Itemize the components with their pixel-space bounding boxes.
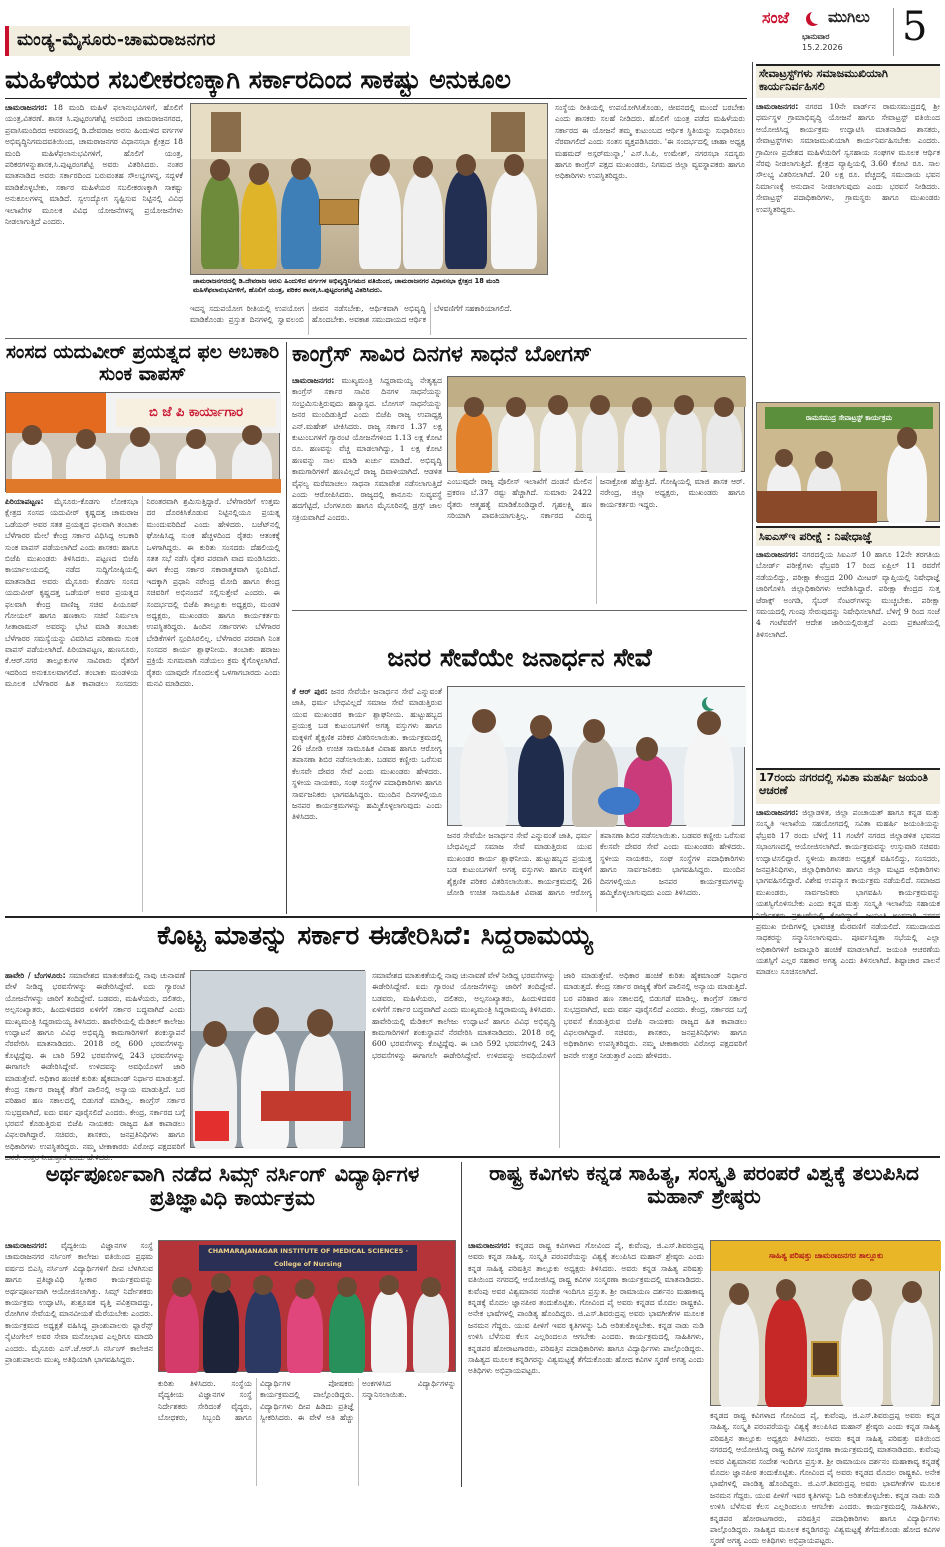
story1-photo-caption: ಚಾಮರಾಜನಗರದಲ್ಲಿ ಡಿ.ದೇವರಾಜ ಅರಸು ಹಿಂದುಳಿದ ವರ್ಗಗಳ ಅಭಿವೃದ್ಧಿನಿಗಮದ ವತಿಯಿಂದ, ಚಾಮರಾಜನಗರ ವಿಧಾನಸಭಾ ಕ್ಷೇತ್ರದ 18 ಮಂದಿ ಮಹಿಳೆಫಲಾನುಭವಿಗಳಿಗೆ, ಹೊಲಿಗೆ ಯಂತ್ರ, ಪರಿಕರ ಶಾಸಕ,ಸಿ.ಪುಟ್ಟರಂಗಶೆಟ್ಟಿ ವಿತರಿಸಿದರು. — [190, 275, 548, 301]
sidebar2-body — [756, 549, 940, 763]
sidebar1-photo-banner: ರಾಮಸಮುದ್ರ ಸೇವಾಟ್ರಸ್ಟ್ ಕಾರ್ಯಕ್ರಮ — [765, 407, 933, 429]
story6-body-left-text: ವೈದ್ಯಕೀಯ ವಿಜ್ಞಾನಗಳ ಸಂಸ್ಥೆ ಚಾಮರಾಜನಗರ ನರ್ಸಿಂಗ್ ಕಾಲೇಜು ವತಿಯಿಂದ ಪ್ರಥಮ ವರ್ಷದ ಬಿಎಸ್ಸಿ ನರ್ಸಿಂಗ್ ವಿದ್ಯಾರ್ಥಿಗಳಿಗೆ ದೀಪ ಬೆಳಗಿಸುವ ಹಾಗೂ ಪ್ರತಿಜ್ಞಾವಿಧಿ ಸ್ವೀಕಾರ ಕಾರ್ಯಕ್ರಮವನ್ನು ಅರ್ಥಪೂರ್ಣವಾಗಿ ಆಯೋಜಿಸಲಾಗಿತ್ತು. ಸಿಮ್ಸ್ ನಿರ್ದೇಶಕರು ಕಾರ್ಯಕ್ರಮ ಉದ್ಘಾಟಿಸಿ, ಶುಶ್ರೂಷಕ ವೃತ್ತಿ ಪವಿತ್ರವಾದದ್ದು, ರೋಗಿಗಳ ಸೇವೆಯಲ್ಲಿ ಮಾನವೀಯತೆ ಮೆರೆಯಬೇಕು ಎಂದರು. ಕಾರ್ಯಕ್ರಮದ ಅಧ್ಯಕ್ಷತೆ ವಹಿಸಿದ್ದ ಪ್ರಾಂಶುಪಾಲರು ಫ್ಲಾರೆನ್ಸ್ ನೈಟಿಂಗೇಲ್ ಅವರ ಸೇವಾ ಮನೋಭಾವ ಎಲ್ಲರಿಗೂ ಮಾದರಿ ಎಂದರು. ಮೈಸೂರು ಎಸ್.ಜೆ.ಆರ್.ಸಿ ನರ್ಸಿಂಗ್ ಕಾಲೇಜಿನ ಪ್ರಾಂಶುಪಾಲರು ಮುಖ್ಯ ಅತಿಥಿಯಾಗಿ ಭಾಗವಹಿಸಿದ್ದರು. — [5, 1241, 153, 1364]
story7-body-under-photo: ಕನ್ನಡದ ರಾಷ್ಟ್ರ ಕವಿಗಳಾದ ಗೋವಿಂದ ಪೈ, ಕುವೆಂಪು, ಜಿ.ಎಸ್.ಶಿವರುದ್ರಪ್ಪ ಅವರು ಕನ್ನಡ ಸಾಹಿತ್ಯ, ಸಂಸ್ಕೃತಿ ಪರಂಪರೆಯನ್ನು ವಿಶ್ವಕ್ಕೆ ತಲುಪಿಸಿದ ಮಹಾನ್ ಶ್ರೇಷ್ಠರು ಎಂದು ಕನ್ನಡ ಸಾಹಿತ್ಯ ಪರಿಷತ್ತಿನ ತಾಲ್ಲೂಕು ಅಧ್ಯಕ್ಷರು ತಿಳಿಸಿದರು. ಅವರು ಕನ್ನಡ ಸಾಹಿತ್ಯ ಪರಿಷತ್ತು ವತಿಯಿಂದ ನಗರದಲ್ಲಿ ಆಯೋಜಿಸಿದ್ದ ರಾಷ್ಟ್ರ ಕವಿಗಳ ಸಂಸ್ಮರಣಾ ಕಾರ್ಯಕ್ರಮದಲ್ಲಿ ಮಾತನಾಡಿದರು. ಕುವೆಂಪು ಅವರ ವಿಶ್ವಮಾನವ ಸಂದೇಶ ಇಂದಿಗೂ ಪ್ರಸ್ತುತ. ಶ್ರೀ ರಾಮಾಯಣ ದರ್ಶನಂ ಮಹಾಕಾವ್ಯ ಕನ್ನಡಕ್ಕೆ ಮೊದಲ ಜ್ಞಾನಪೀಠ ತಂದುಕೊಟ್ಟಿತು. ಗೋವಿಂದ ಪೈ ಅವರು ಕನ್ನಡದ ಮೊದಲ ರಾಷ್ಟ್ರಕವಿ. ಅನೇಕ ಭಾಷೆಗಳಲ್ಲಿ ಪಾಂಡಿತ್ಯ ಹೊಂದಿದ್ದರು. ಜಿ.ಎಸ್.ಶಿವರುದ್ರಪ್ಪ ಅವರು ಭಾವಗೀತೆಗಳ ಮೂಲಕ ಜನಮನ ಗೆದ್ದರು. ಯುವ ಪೀಳಿಗೆ ಇವರ ಕೃತಿಗಳನ್ನು ಓದಿ ಅರಿತುಕೊಳ್ಳಬೇಕು. ಕನ್ನಡ ನಾಡು ನುಡಿ ಉಳಿಸಿ ಬೆಳೆಸುವ ಕೆಲಸ ಎಲ್ಲರಿಂದಲೂ ಆಗಬೇಕು ಎಂದರು. ಕಾರ್ಯಕ್ರಮದಲ್ಲಿ ಸಾಹಿತಿಗಳು, ಕನ್ನಡಪರ ಹೋರಾಟಗಾರರು, ಪರಿಷತ್ತಿನ ಪದಾಧಿಕಾರಿಗಳು ಹಾಗೂ ವಿದ್ಯಾರ್ಥಿಗಳು ಪಾಲ್ಗೊಂಡಿದ್ದರು. ಸಾಹಿತ್ಯದ ಮೂಲಕ ಕನ್ನಡಿಗರನ್ನು ವಿಶ್ವಮಟ್ಟಕ್ಕೆ ತೆಗೆದುಕೊಂಡು ಹೋದ ಕವಿಗಳ ಸ್ಮರಣೆ ಅಗತ್ಯ ಎಂದು ಅತಿಥಿಗಳು ಅಭಿಪ್ರಾಯಪಟ್ಟರು. — [710, 1411, 940, 1546]
issue-date: 15.2.2026 — [802, 43, 843, 52]
sidebar2-body-text: ನಗರದಲ್ಲಿಯ ಸಿಐಎಸ್ 10 ಹಾಗೂ 12ನೇ ತರಗತಿಯ ಬೋರ್ಡ್ ಪರೀಕ್ಷೆಗಳು ಫೆಬ್ರವರಿ 17 ರಿಂದ ಏಪ್ರಿಲ್ 11 ರವರೆಗೆ ನಡೆಯಲಿದ್ದು, ಪರೀಕ್ಷಾ ಕೇಂದ್ರದ 200 ಮೀಟರ್ ವ್ಯಾಪ್ತಿಯಲ್ಲಿ ನಿಷೇಧಾಜ್ಞೆ ಜಾರಿಗೊಳಿಸಿ ಜಿಲ್ಲಾಧಿಕಾರಿಗಳು ಆದೇಶಿಸಿದ್ದಾರೆ. ಪರೀಕ್ಷಾ ಕೇಂದ್ರದ ಸುತ್ತ ಜೆರಾಕ್ಸ್ ಅಂಗಡಿ, ಸೈಬರ್ ಸೆಂಟರ್‌ಗಳನ್ನು ಮುಚ್ಚಬೇಕು. ಪರೀಕ್ಷಾ ಸಮಯದಲ್ಲಿ ಗುಂಪು ಸೇರುವುದನ್ನು ನಿಷೇಧಿಸಲಾಗಿದೆ. ಬೆಳಿಗ್ಗೆ 9 ರಿಂದ ಸಂಜೆ 4 ಗಂಟೆವರೆಗೆ ಆದೇಶ ಜಾರಿಯಲ್ಲಿರುತ್ತದೆ ಎಂದು ಪ್ರಕಟಣೆಯಲ್ಲಿ ತಿಳಿಸಲಾಗಿದೆ. — [756, 550, 940, 639]
story3-headline: ಕಾಂಗ್ರೆಸ್ ಸಾವಿರ ದಿನಗಳ ಸಾಧನೆ ಬೋಗಸ್ — [292, 342, 592, 367]
story2-body — [5, 496, 280, 912]
sidebar2-head-box — [756, 526, 940, 546]
story1-dateline: ಚಾಮರಾಜನಗರ: — [5, 103, 48, 112]
story5-body-left — [5, 970, 185, 1151]
sidebar1-body-text: ನಗರದ 10ನೇ ವಾರ್ಡ್‌ನ ರಾಮಸಮುದ್ರದಲ್ಲಿ ಶ್ರೀ ಧರ್ಮಸ್ಥಳ ಗ್ರಾಮಾಭಿವೃದ್ಧಿ ಯೋಜನೆ ಹಾಗೂ ಸೇವಾಟ್ರಸ್ಟ್ ವತಿಯಿಂದ ಆಯೋಜಿಸಿದ್ದ ಕಾರ್ಯಕ್ರಮ ಉದ್ಘಾಟಿಸಿ ಮಾತನಾಡಿದ ಶಾಸಕರು, ಸೇವಾಟ್ರಸ್ಟ್‌ಗಳು ಸಮಾಜಮುಖಿಯಾಗಿ ಕಾರ್ಯನಿರ್ವಹಿಸಬೇಕು ಎಂದರು. ಗ್ರಾಮೀಣ ಪ್ರದೇಶದ ಮಹಿಳೆಯರಿಗೆ ಸ್ವಸಹಾಯ ಸಂಘಗಳ ಮೂಲಕ ಆರ್ಥಿಕ ನೆರವು ನೀಡಲಾಗುತ್ತಿದೆ. ಕ್ಷೇತ್ರದ ವ್ಯಾಪ್ತಿಯಲ್ಲಿ 3.60 ಕೋಟಿ ರೂ. ಸಾಲ ಸೌಲಭ್ಯ ವಿತರಿಸಲಾಗಿದೆ. 20 ಲಕ್ಷ ರೂ. ವೆಚ್ಚದಲ್ಲಿ ಸಮುದಾಯ ಭವನ ನಿರ್ಮಾಣಕ್ಕೆ ಅನುದಾನ ನೀಡಲಾಗುವುದು ಎಂದು ಭರವಸೆ ನೀಡಿದರು. ಸೇವಾಟ್ರಸ್ಟ್ ಪದಾಧಿಕಾರಿಗಳು, ಗ್ರಾಮಸ್ಥರು ಹಾಗೂ ಮುಖಂಡರು ಉಪಸ್ಥಿತರಿದ್ದರು. — [756, 102, 940, 214]
story6-body-left — [5, 1240, 153, 1486]
sidebar1-photo — [756, 402, 940, 522]
sidebar3-body-text: ಜಿಲ್ಲಾಡಳಿತ, ಜಿಲ್ಲಾ ಪಂಚಾಯತ್ ಹಾಗೂ ಕನ್ನಡ ಮತ್ತು ಸಂಸ್ಕೃತಿ ಇಲಾಖೆಯ ಸಹಯೋಗದಲ್ಲಿ ಸವಿತಾ ಮಹರ್ಷಿ ಜಯಂತಿಯನ್ನು ಫೆಬ್ರವರಿ 17 ರಂದು ಬೆಳಿಗ್ಗೆ 11 ಗಂಟೆಗೆ ನಗರದ ಜಿಲ್ಲಾಡಳಿತ ಭವನದ ಸಭಾಂಗಣದಲ್ಲಿ ಆಯೋಜಿಸಲಾಗಿದೆ. ಕಾರ್ಯಕ್ರಮವನ್ನು ಉಸ್ತುವಾರಿ ಸಚಿವರು ಉದ್ಘಾಟಿಸಲಿದ್ದಾರೆ. ಸ್ಥಳೀಯ ಶಾಸಕರು ಅಧ್ಯಕ್ಷತೆ ವಹಿಸಲಿದ್ದು, ಸಂಸದರು, ಜನಪ್ರತಿನಿಧಿಗಳು, ಜಿಲ್ಲಾಧಿಕಾರಿಗಳು ಹಾಗೂ ಜಿಲ್ಲಾ ಮಟ್ಟದ ಅಧಿಕಾರಿಗಳು ಭಾಗವಹಿಸಲಿದ್ದಾರೆ. ವಿಶೇಷ ಉಪನ್ಯಾಸ ಕಾರ್ಯಕ್ರಮ ನಡೆಯಲಿದೆ. ಸಮಾಜದ ಮುಖಂಡರು, ಸಾರ್ವಜನಿಕರು ಭಾಗವಹಿಸಿ ಕಾರ್ಯಕ್ರಮವನ್ನು ಯಶಸ್ವಿಗೊಳಿಸಬೇಕು ಎಂದು ಕನ್ನಡ ಮತ್ತು ಸಂಸ್ಕೃತಿ ಇಲಾಖೆಯ ಸಹಾಯಕ ಪ್ರಮುಖ ಬೀದಿಗಳಲ್ಲಿ ಭಾವಚಿತ್ರ ಮೆರವಣಿಗೆ ನಡೆಯಲಿದೆ. ಸಮುದಾಯದ ಸಾಧಕರನ್ನು ಸನ್ಮಾನಿಸಲಾಗುವುದು. ಪೂರ್ವಸಿದ್ಧತಾ ಸಭೆಯಲ್ಲಿ ಎಲ್ಲಾ ಅಧಿಕಾರಿಗಳಿಗೆ ಜವಾಬ್ದಾರಿ ಹಂಚಿಕೆ ಮಾಡಲಾಗಿದೆ. ಜಯಂತಿ ಆಚರಣೆಯ ಯಶಸ್ಸಿಗೆ ಎಲ್ಲರ ಸಹಕಾರ ಅಗತ್ಯ ಎಂದು ತಿಳಿಸಲಾಗಿದೆ. ಶಿಷ್ಟಾಚಾರ ಪಾಲನೆ ಮಾಡಲು ಸೂಚಿಸಲಾಗಿದೆ. — [756, 808, 940, 977]
story1-body-bottom: ಇದನ್ನ ಸದುಪಯೋಗ ರೀತಿಯಲ್ಲಿ ಉಪಯೋಗ ಮಾಡಿಕೊಂಡು ಪ್ರಸ್ತುತ ದಿನಗಳಲ್ಲಿ ಸ್ವಾವಲಂಬಿ ಜೀವನ ನಡೆಸಬೇಕು, ಆರ್ಥಿಕವಾಗಿ ಅಭಿವೃದ್ಧಿ ಹೊಂದಬೇಕು. ಅವಕಾಶ ಸಮುದಾಯದ ಆರ್ಥಿಕ ಬೆಳವಣಿಗೆಗೆ ಸಹಕಾರಿಯಾಗಲಿದೆ. — [190, 304, 512, 325]
sidebar2-dateline: ಚಾಮರಾಜನಗರ: — [756, 550, 799, 559]
story4-dateline: ಕೆ ಆರ್ ಪುರ: — [292, 687, 328, 696]
story1-body-left — [5, 102, 183, 330]
story7-photo-banner: ಸಾಹಿತ್ಯ ಪರಿಷತ್ತು ಚಾಮರಾಜನಗರ ತಾಲ್ಲೂಕು — [711, 1241, 941, 1271]
story1-photo — [190, 103, 548, 275]
page-number: 5 — [902, 4, 928, 50]
story5-body-text: ಸಮಾವೇಶದ ಮಾತುಕತೆಯಲ್ಲಿ ನಾವು ಚುನಾವಣೆ ವೇಳೆ ನೀಡಿದ್ದ ಭರವಸೆಗಳನ್ನು ಈಡೇರಿಸಿದ್ದೇವೆ. ಐದು ಗ್ಯಾರಂಟಿ ಯೋಜನೆಗಳನ್ನು ಜಾರಿಗೆ ತಂದಿದ್ದೇವೆ. ಬಡವರು, ಮಹಿಳೆಯರು, ದಲಿತರು, ಅಲ್ಪಸಂಖ್ಯಾತರು, ಹಿಂದುಳಿದವರ ಏಳಿಗೆಗೆ ಸರ್ಕಾರ ಬದ್ಧವಾಗಿದೆ ಎಂದು ಮುಖ್ಯಮಂತ್ರಿ ಸಿದ್ದರಾಮಯ್ಯ ತಿಳಿಸಿದರು. ಹಾವೇರಿಯಲ್ಲಿ ಮೆಡಿಕಲ್ ಕಾಲೇಜು ಉದ್ಘಾಟನೆ ಹಾಗೂ ವಿವಿಧ ಅಭಿವೃದ್ಧಿ ಕಾಮಗಾರಿಗಳಿಗೆ ಶಂಕುಸ್ಥಾಪನೆ ನೆರವೇರಿಸಿ ಮಾತನಾಡಿದರು. 2018 ರಲ್ಲಿ 600 ಭರವಸೆಗಳನ್ನು ಕೊಟ್ಟಿದ್ದೆವು. ಈ ಬಾರಿ 592 ಭರವಸೆಗಳಲ್ಲಿ 243 ಭರವಸೆಗಳನ್ನು ಈಗಾಗಲೇ ಈಡೇರಿಸಿದ್ದೇವೆ. ಉಳಿದವನ್ನು ಅವಧಿಯೊಳಗೆ ಜಾರಿ ಮಾಡುತ್ತೇವೆ. ಅಧಿಕಾರ ಹಂಚಿಕೆ ಕುರಿತು ಹೈಕಮಾಂಡ್ ನಿರ್ಧಾರ ಮಾಡುತ್ತದೆ. ಕೇಂದ್ರ ಸರ್ಕಾರ ರಾಜ್ಯಕ್ಕೆ ತೆರಿಗೆ ಪಾಲಿನಲ್ಲಿ ಅನ್ಯಾಯ ಮಾಡುತ್ತಿದೆ. ಬರ ಪರಿಹಾರ ಹಣ ಸಕಾಲದಲ್ಲಿ ಬಿಡುಗಡೆ ಮಾಡಿಲ್ಲ. ಕಾಂಗ್ರೆಸ್ ಸರ್ಕಾರ ಸುಭದ್ರವಾಗಿದೆ, ಐದು ವರ್ಷ ಪೂರೈಸಲಿದೆ ಎಂದರು. ಕೇಂದ್ರ, ಸರ್ಕಾರದ ಬಗ್ಗೆ ಭರವಸೆ ಕೊಡುತ್ತಿರುವ ಬಿಜೆಪಿ ನಾಯಕರು ರಾಜ್ಯದ ಹಿತ ಕಾಪಾಡಲು ವಿಫಲರಾಗಿದ್ದಾರೆ. ಸಚಿವರು, ಶಾಸಕರು, ಜನಪ್ರತಿನಿಧಿಗಳು ಹಾಗೂ ಅಧಿಕಾರಿಗಳು ಉಪಸ್ಥಿತರಿದ್ದರು. ನಮ್ಮ ಟೀಕಾಕಾರರು ವಿರೋಧ ಪಕ್ಷದವರಿಗೆ — [5, 971, 185, 1151]
story3-body-bottom: ಎಂಬುವುದೇ ರಾಜ್ಯ ಪೊಲೀಸ್ ಇಲಾಖೆಗೆ ದಂಡನೆ ಮೇಲಿನ ಪ್ರಕರಣ ಬೆ.37 ರಷ್ಟು ಹೆಚ್ಚಾಗಿದೆ. ಸುಮಾರು 2422 ರೈತರು ಆತ್ಮಹತ್ಯೆ ಮಾಡಿಕೊಂಡಿದ್ದಾರೆ. ಗೃಹಲಕ್ಷ್ಮಿ ಹಣ ಸರಿಯಾಗಿ ಪಾವತಿಯಾಗುತ್ತಿಲ್ಲ. ಸರ್ಕಾರದ ವಿರುದ್ಧ ಜನಾಕ್ರೋಶ ಹೆಚ್ಚುತ್ತಿದೆ. ಗೋಷ್ಠಿಯಲ್ಲಿ ಮಾಜಿ ಶಾಸಕ ಆರ್. ನರೇಂದ್ರ, ಜಿಲ್ಲಾ ಅಧ್ಯಕ್ಷರು, ಮುಖಂಡರು ಹಾಗೂ ಕಾರ್ಯಕರ್ತರು ಇದ್ದರು. — [447, 477, 745, 521]
brand-left: ಸಂಜೆ — [762, 8, 789, 27]
story3-body-top-text: ಮುಖ್ಯಮಂತ್ರಿ ಸಿದ್ದರಾಮಯ್ಯ ನೇತೃತ್ವದ ಕಾಂಗ್ರೆಸ್ ಸರ್ಕಾರ ಸಾವಿರ ದಿನಗಳ ಸಾಧನೆಯನ್ನು ಸಂಭ್ರಮಿಸುತ್ತಿರುವುದು ಹಾಸ್ಯಾಸ್ಪದ. ಬೋಗಸ್ ಸಾಧನೆಯನ್ನು ಜನರ ಮುಂದಿಡುತ್ತಿದೆ ಎಂದು ಬಿಜೆಪಿ ರಾಜ್ಯ ಉಪಾಧ್ಯಕ್ಷ ಎನ್.ಮಹೇಶ್ ಟೀಕಿಸಿದರು. ರಾಜ್ಯ ಸರ್ಕಾರ 1.37 ಲಕ್ಷ ಕುಟುಂಬಗಳಿಗೆ ಗ್ಯಾರಂಟಿ ಯೋಜನೆಗಳಿಂದ 1.13 ಲಕ್ಷ ಕೋಟಿ ರೂ. ಹಣವನ್ನು ವೆಚ್ಚ ಮಾಡಲಾಗಿದ್ದು, 1 ಲಕ್ಷ ಕೋಟಿ ಹಣವನ್ನು ಸಾಲ ಮಾಡಿ ಖರ್ಚು ಮಾಡಿದೆ. ಅಭಿವೃದ್ಧಿ ಕಾಮಗಾರಿಗಳಿಗೆ ಹಣವಿಲ್ಲದೆ ರಾಜ್ಯ ದಿವಾಳಿಯಾಗಿದೆ. ಆಡಳಿತ ವೈಫಲ್ಯ ಮರೆಮಾಚಲು ಸಾಧನಾ ಸಮಾವೇಶ ನಡೆಸಲಾಗುತ್ತಿದೆ ಎಂದು ಆರೋಪಿಸಿದರು. ರಾಜ್ಯದಲ್ಲಿ ಕಾನೂನು ಸುವ್ಯವಸ್ಥೆ ಹದಗೆಟ್ಟಿದೆ, ಬೆಂಗಳೂರು ಹಾಗೂ ಮೈಸೂರಿನಲ್ಲಿ ಡ್ರಗ್ಸ್ ಜಾಲ ಸಕ್ರಿಯವಾಗಿದೆ ಎಂದರು. — [292, 376, 442, 522]
story7-headline: ರಾಷ್ಟ್ರ ಕವಿಗಳು ಕನ್ನಡ ಸಾಹಿತ್ಯ, ಸಂಸ್ಕೃತಿ ಪರಂಪರೆ ವಿಶ್ವಕ್ಕೆ ತಲುಪಿಸಿದ ಮಹಾನ್ ಶ್ರೇಷ್ಠರು — [489, 1161, 919, 1208]
story3-dateline: ಚಾಮರಾಜನಗರ: — [292, 376, 335, 385]
story6-photo — [158, 1240, 456, 1372]
story2-photo — [5, 392, 280, 492]
sidebar3-head-box — [756, 768, 940, 804]
story7-body-text: ಕನ್ನಡದ ರಾಷ್ಟ್ರ ಕವಿಗಳಾದ ಗೋವಿಂದ ಪೈ, ಕುವೆಂಪು, ಜಿ.ಎಸ್.ಶಿವರುದ್ರಪ್ಪ ಅವರು ಕನ್ನಡ ಸಾಹಿತ್ಯ, ಸಂಸ್ಕೃತಿ ಪರಂಪರೆಯನ್ನು ವಿಶ್ವಕ್ಕೆ ತಲುಪಿಸಿದ ಮಹಾನ್ ಶ್ರೇಷ್ಠರು ಎಂದು ಕನ್ನಡ ಸಾಹಿತ್ಯ ಪರಿಷತ್ತಿನ ತಾಲ್ಲೂಕು ಅಧ್ಯಕ್ಷರು ತಿಳಿಸಿದರು. ಅವರು ಕನ್ನಡ ಸಾಹಿತ್ಯ ಪರಿಷತ್ತು ವತಿಯಿಂದ ನಗರದಲ್ಲಿ ಆಯೋಜಿಸಿದ್ದ ರಾಷ್ಟ್ರ ಕವಿಗಳ ಸಂಸ್ಮರಣಾ ಕಾರ್ಯಕ್ರಮದಲ್ಲಿ ಮಾತನಾಡಿದರು. ಕುವೆಂಪು ಅವರ ವಿಶ್ವಮಾನವ ಸಂದೇಶ ಇಂದಿಗೂ ಪ್ರಸ್ತುತ. ಶ್ರೀ ರಾಮಾಯಣ ದರ್ಶನಂ ಮಹಾಕಾವ್ಯ ಕನ್ನಡಕ್ಕೆ ಮೊದಲ ಜ್ಞಾನಪೀಠ ತಂದುಕೊಟ್ಟಿತು. ಗೋವಿಂದ ಪೈ ಅವರು ಕನ್ನಡದ ಮೊದಲ ರಾಷ್ಟ್ರಕವಿ. ಅನೇಕ ಭಾಷೆಗಳಲ್ಲಿ ಪಾಂಡಿತ್ಯ ಹೊಂದಿದ್ದರು. ಜಿ.ಎಸ್.ಶಿವರುದ್ರಪ್ಪ ಅವರು ಭಾವಗೀತೆಗಳ ಮೂಲಕ ಜನಮನ ಗೆದ್ದರು. ಯುವ ಪೀಳಿಗೆ ಇವರ ಕೃತಿಗಳನ್ನು ಓದಿ ಅರಿತುಕೊಳ್ಳಬೇಕು. ಕನ್ನಡ ನಾಡು ನುಡಿ ಉಳಿಸಿ ಬೆಳೆಸುವ ಕೆಲಸ ಎಲ್ಲರಿಂದಲೂ ಆಗಬೇಕು ಎಂದರು. ಕಾರ್ಯಕ್ರಮದಲ್ಲಿ ಸಾಹಿತಿಗಳು, ಕನ್ನಡಪರ ಹೋರಾಟಗಾರರು, ಪರಿಷತ್ತಿನ ಪದಾಧಿಕಾರಿಗಳು ಹಾಗೂ ವಿದ್ಯಾರ್ಥಿಗಳು ಪಾಲ್ಗೊಂಡಿದ್ದರು. ಸಾಹಿತ್ಯದ ಮೂಲಕ ಕನ್ನಡಿಗರನ್ನು ವಿಶ್ವಮಟ್ಟಕ್ಕೆ ತೆಗೆದುಕೊಂಡು ಹೋದ ಕವಿಗಳ ಸ್ಮರಣೆ ಅಗತ್ಯ ಎಂದು ಅತಿಥಿಗಳು ಅಭಿಪ್ರಾಯಪಟ್ಟರು. — [468, 1241, 704, 1376]
sidebar3-dateline: ಚಾಮರಾಜನಗರ: — [756, 808, 799, 817]
brand-right: ಮುಗಿಲು — [828, 8, 870, 26]
sidebar1-body — [756, 101, 940, 399]
story2-body-text: ಮೈಸೂರು-ಕೊಡಗು ಲೋಕಸಭಾ ಕ್ಷೇತ್ರದ ಸಂಸದ ಯದುವೀರ್ ಕೃಷ್ಣದತ್ತ ಚಾಮರಾಜ ಒಡೆಯರ್ ಅವರ ಸತತ ಪ್ರಯತ್ನದ ಫಲವಾಗಿ ತಂಬಾಕು ಬೆಳೆಗಾರರ ಮೇಲೆ ಕೇಂದ್ರ ಸರ್ಕಾರ ವಿಧಿಸಿದ್ದ ಅಬಕಾರಿ ಸುಂಕ ವಾಪಸ್ ಪಡೆಯಲಾಗಿದೆ ಎಂದು ಶಾಸಕರು ಹಾಗೂ ಬಿಜೆಪಿ ಮುಖಂಡರು ತಿಳಿಸಿದರು. ಪಟ್ಟಣದ ಬಿಜೆಪಿ ಕಾರ್ಯಾಲಯದಲ್ಲಿ ನಡೆದ ಸುದ್ದಿಗೋಷ್ಠಿಯಲ್ಲಿ ಮಾತನಾಡಿದ ಅವರು ಮೈಸೂರು ಕೊಡಗು ಸಂಸದ ಯದುವೀರ್ ಕೃಷ್ಣದತ್ತ ಒಡೆಯರ್ ಅವರ ಪ್ರಯತ್ನದ ಫಲವಾಗಿ ಕೇಂದ್ರ ವಾಣಿಜ್ಯ ಸಚಿವ ಪಿಯೂಷ್ ಗೋಯಲ್ ಹಾಗೂ ಹಣಕಾಸು ಸಚಿವೆ ನಿರ್ಮಲಾ ಸೀತಾರಾಮನ್ ಅವರನ್ನು ಭೇಟಿ ಮಾಡಿ ತಂಬಾಕು ಬೆಳೆಗಾರರ ಸಮಸ್ಯೆಯನ್ನು ವಿವರಿಸಿದ ಪರಿಣಾಮ ಸುಂಕ ವಾಪಸ್ ಪಡೆಯಲಾಗಿದೆ. ಪಿರಿಯಾಪಟ್ಟಣ, ಹುಣಸೂರು, ಕೆ.ಆರ್.ನಗರ ತಾಲ್ಲೂಕುಗಳ ಸಾವಿರಾರು ರೈತರಿಗೆ ಇದರಿಂದ ಅನುಕೂಲವಾಗಲಿದೆ. ತಂಬಾಕು ಮಂಡಳಿಯ ಮೂಲಕ ಬೆಳೆಗಾರರ ಹಿತ ಕಾಪಾಡಲು ಸಂಸದರು ನಿರಂತರವಾಗಿ ಶ್ರಮಿಸುತ್ತಿದ್ದಾರೆ. ಬೆಳೆಗಾರರಿಗೆ ಉತ್ತಮ ದರ ದೊರಕಿಸಿಕೊಡುವ ನಿಟ್ಟಿನಲ್ಲಿಯೂ ಪ್ರಯತ್ನ ಮುಂದುವರಿದಿದೆ ಎಂದು ಹೇಳಿದರು. ಬಜೆಟ್‌ನಲ್ಲಿ ಘೋಷಿಸಿದ್ದ ಸುಂಕ ಹೆಚ್ಚಳದಿಂದ ರೈತರು ಆತಂಕಕ್ಕೆ ಒಳಗಾಗಿದ್ದರು. ಈ ಕುರಿತು ಸಂಸದರು ದೆಹಲಿಯಲ್ಲಿ ಸತತ ಸಭೆ ನಡೆಸಿ ರೈತರ ಪರವಾಗಿ ವಾದ ಮಂಡಿಸಿದರು. ಈಗ ಕೇಂದ್ರ ಸರ್ಕಾರ ಸಕಾರಾತ್ಮಕವಾಗಿ ಸ್ಪಂದಿಸಿದೆ. ಇದಕ್ಕಾಗಿ ಪ್ರಧಾನಿ ನರೇಂದ್ರ ಮೋದಿ ಹಾಗೂ ಕೇಂದ್ರ ಸಚಿವರಿಗೆ ಅಭಿನಂದನೆ ಸಲ್ಲಿಸುತ್ತೇವೆ ಎಂದರು. ಈ ಸಂದರ್ಭದಲ್ಲಿ ಬಿಜೆಪಿ ತಾಲ್ಲೂಕು ಅಧ್ಯಕ್ಷರು, ಮಂಡಳಿ ಅಧ್ಯಕ್ಷರು, ಮುಖಂಡರು ಹಾಗೂ ಕಾರ್ಯಕರ್ತರು ಉಪಸ್ಥಿತರಿದ್ದರು. ಹಿಂದಿನ ಸರ್ಕಾರಗಳು ಬೆಳೆಗಾರರ ಬೇಡಿಕೆಗಳಿಗೆ ಸ್ಪಂದಿಸಿರಲಿಲ್ಲ. ಬೆಳೆಗಾರರ ಪರವಾಗಿ ನಿಂತ ಸಂಸದರ ಕಾರ್ಯ ಶ್ಲಾಘನೀಯ. ತಂಬಾಕು ಹರಾಜು ಪ್ರಕ್ರಿಯೆ ಸುಗಮವಾಗಿ ನಡೆಯಲು ಕ್ರಮ ಕೈಗೊಳ್ಳಲಾಗಿದೆ. ರೈತರು ಯಾವುದೇ ಗೊಂದಲಕ್ಕೆ ಒಳಗಾಗಬಾರದು ಎಂದು ಮನವಿ ಮಾಡಿದರು. — [5, 497, 280, 689]
story3-body-top — [292, 375, 442, 603]
story1-body-right: ಸಂಸ್ಥೆಯ ರೀತಿಯಲ್ಲಿ ಉಪಯೋಗಿಸಿಕೊಂಡು, ಜೀವನದಲ್ಲಿ ಮುಂದೆ ಬರಬೇಕು ಎಂದು ಶಾಸಕರು ಸಲಹೆ ನೀಡಿದರು. ಹೊಲಿಗೆ ಯಂತ್ರ ಪಡೆದ ಮಹಿಳೆಯರು ಸರ್ಕಾರದ ಈ ಯೋಜನೆ ತಮ್ಮ ಕುಟುಂಬದ ಆರ್ಥಿಕ ಸ್ಥಿತಿಯನ್ನು ಸುಧಾರಿಸಲು ನೆರವಾಗಲಿದೆ ಎಂದು ಸಂತಸ ವ್ಯಕ್ತಪಡಿಸಿದರು. 'ಈ ಸಂದರ್ಭದಲ್ಲಿ ಚಾಹಾ ಅಧ್ಯಕ್ಷ ಮಹಮದ್ ಅಸ್ಗರ್‌ಮುನ್ನಾ,' ಎಸ್.ಸಿ.ಪಿ, ಉಮೇಶ್, ನಗರಸಭಾ ಸದಸ್ಯರು ಹಾಗೂ ಕಾಂಗ್ರೆಸ್ ಪಕ್ಷದ ಮುಖಂಡರು, ನಿಗಮದ ಜಿಲ್ಲಾ ವ್ಯವಸ್ಥಾಪಕರು ಹಾಗೂ ಅಧಿಕಾರಿಗಳು ಉಪಸ್ಥಿತರಿದ್ದರು. — [555, 103, 745, 181]
brand-logo — [760, 6, 890, 56]
story6-dateline: ಚಾಮರಾಜನಗರ: — [5, 1241, 48, 1250]
story7-photo — [710, 1240, 940, 1406]
sidebar1-head-box — [756, 64, 940, 98]
story6-headline: ಅರ್ಥಪೂರ್ಣವಾಗಿ ನಡೆದ ಸಿಮ್ಸ್ ನರ್ಸಿಂಗ್ ವಿದ್ಯಾರ್ಥಿಗಳ ಪ್ರತಿಜ್ಞಾವಿಧಿ ಕಾರ್ಯಕ್ರಮ — [45, 1162, 420, 1211]
story4-headline: ಜನರ ಸೇವೆಯೇ ಜನಾರ್ಧನ ಸೇವೆ — [387, 643, 652, 672]
story2-banner: ಬಿ ಜೆ ಪಿ ಕಾರ್ಯಾಗಾರ — [116, 399, 276, 427]
sidebar1-dateline: ಚಾಮರಾಜನಗರ: — [756, 102, 799, 111]
sidebar2-headline: ಸಿಐಎಸ್‌ಇ ಪರೀಕ್ಷೆ : ನಿಷೇಧಾಜ್ಞೆ — [759, 530, 873, 543]
story4-body-bottom: ಜನರ ಸೇವೆಯೇ ಜನಾರ್ಧನ ಸೇವೆ ಎನ್ನುವಂತೆ ಜಾತಿ, ಧರ್ಮ ಬೇಧವಿಲ್ಲದೆ ಸಮಾಜ ಸೇವೆ ಮಾಡುತ್ತಿರುವ ಯುವ ಮುಖಂಡರ ಕಾರ್ಯ ಶ್ಲಾಘನೀಯ. ಹುಟ್ಟುಹಬ್ಬದ ಪ್ರಯುಕ್ತ ಬಡ ಕುಟುಂಬಗಳಿಗೆ ಅಗತ್ಯ ವಸ್ತುಗಳು ಹಾಗೂ ಮಕ್ಕಳಿಗೆ ಶೈಕ್ಷಣಿಕ ಪರಿಕರ ವಿತರಿಸಲಾಯಿತು. ಕಾರ್ಯಕ್ರಮದಲ್ಲಿ 26 ಜೋಡಿ ಉಚಿತ ಸಾಮೂಹಿಕ ವಿವಾಹ ಹಾಗೂ ಆರೋಗ್ಯ ತಪಾಸಣಾ ಶಿಬಿರ ನಡೆಸಲಾಯಿತು. ಬಡವರ ಕಣ್ಣೀರು ಒರೆಸುವ ಕೆಲಸವೇ ದೇವರ ಸೇವೆ ಎಂದು ಮುಖಂಡರು ಹೇಳಿದರು. ಸ್ಥಳೀಯ ನಾಯಕರು, ಸಂಘ ಸಂಸ್ಥೆಗಳ ಪದಾಧಿಕಾರಿಗಳು ಹಾಗೂ ಸಾರ್ವಜನಿಕರು ಭಾಗವಹಿಸಿದ್ದರು. ಮುಂದಿನ ದಿನಗಳಲ್ಲಿಯೂ ಜನಪರ ಕಾರ್ಯಕ್ರಮಗಳನ್ನು ಹಮ್ಮಿಕೊಳ್ಳಲಾಗುವುದು ಎಂದು ತಿಳಿಸಿದರು. — [447, 831, 745, 897]
story2-headline: ಸಂಸದ ಯದುವೀರ್ ಪ್ರಯತ್ನದ ಫಲ ಅಬಕಾರಿ ಸುಂಕ ವಾಪಸ್ — [5, 341, 280, 385]
story1-body-left-text: 18 ಮಂದಿ ಮಹಿಳೆ ಫಲಾನುಭವಿಗಳಿಗೆ, ಹೊಲಿಗೆ ಯಂತ್ರ,ವಿತರಣೆ. ಶಾಸಕ ಸಿ.ಪುಟ್ಟರಂಗಶೆಟ್ಟಿ ಅವರಿಂದ ಚಾಮರಾಜನಗರದ, ಪ್ರವಾಸಿಮಂದಿರದ ಆವರಣದಲ್ಲಿ ಡಿ.ದೇವರಾಜ ಅರಸು ಹಿಂದುಳಿದ ವರ್ಗಗಳ ಅಭಿವೃದ್ಧಿನಿಗಮದವತಿಯಿಂದ, ಚಾಮರಾಜನಗರ ವಿಧಾನಸಭಾ ಕ್ಷೇತ್ರದ 18 ಮಂದಿ ಮಹಿಳೆಫಲಾನುಭವಿಗಳಿಗೆ, ಹೊಲಿಗೆ ಯಂತ್ರ, ಪರಿಕರಗಳನ್ನುಶಾಸಕ,ಸಿ.ಪುಟ್ಟರಂಗಶೆಟ್ಟಿ ಅವರು ವಿತರಿಸಿದರು. ನಂತರ ಮಾತನಾಡಿದ ಅವರು ಸರ್ಕಾರದಿಂದ ಬರುವಂತಹ ಸೌಲಭ್ಯಗಳನ್ನ, ಸದ್ಬಳಕೆ ಮಾಡಿಕೊಳ್ಳಬೇಕು, ಸರ್ಕಾರ ಮಹಿಳೆಯರ ಸಬಲೀಕರಣಕ್ಕಾಗಿ ಸಾಕಷ್ಟು ಅನುಕೂಲಗಳನ್ನ ಮಾಡಿದೆ. ಸ್ವಉದ್ಯೋಗ ಸೃಷ್ಟಿಸುವ ನಿಟ್ಟಿನಲ್ಲಿ ವಿವಿಧ ಇಲಾಖೆಗಳ ಮೂಲಕ ವಿವಿಧ ಯೋಜನೆಗಳನ್ನ ಪ್ರಯೋಜನೆಗಳು ನೀಡಲಾಗುತ್ತಿದೆ ಎಂದರು. — [5, 103, 183, 226]
moon-icon — [810, 10, 824, 24]
issue-day: ಭಾನುವಾರ — [802, 32, 830, 41]
sidebar1-headline: ಸೇವಾಟ್ರಸ್ಟ್‌ಗಳು ಸಮಾಜಮುಖಿಯಾಗಿ ಕಾರ್ಯನಿರ್ವಹಿಸಲಿ — [759, 67, 888, 93]
region-title: ಮಂಡ್ಯ-ಮೈಸೂರು-ಚಾಮರಾಜನಗರ — [17, 30, 216, 50]
story5-photo — [190, 970, 365, 1148]
story2-dateline: ಪಿರಿಯಾಪಟ್ಟಣ: — [5, 497, 44, 506]
story4-body-text: ಜನರ ಸೇವೆಯೇ ಜನಾರ್ಧನ ಸೇವೆ ಎನ್ನುವಂತೆ ಜಾತಿ, ಧರ್ಮ ಬೇಧವಿಲ್ಲದೆ ಸಮಾಜ ಸೇವೆ ಮಾಡುತ್ತಿರುವ ಯುವ ಮುಖಂಡರ ಕಾರ್ಯ ಶ್ಲಾಘನೀಯ. ಹುಟ್ಟುಹಬ್ಬದ ಪ್ರಯುಕ್ತ ಬಡ ಕುಟುಂಬಗಳಿಗೆ ಅಗತ್ಯ ವಸ್ತುಗಳು ಹಾಗೂ ಮಕ್ಕಳಿಗೆ ಶೈಕ್ಷಣಿಕ ಪರಿಕರ ವಿತರಿಸಲಾಯಿತು. ಕಾರ್ಯಕ್ರಮದಲ್ಲಿ 26 ಜೋಡಿ ಉಚಿತ ಸಾಮೂಹಿಕ ವಿವಾಹ ಹಾಗೂ ಆರೋಗ್ಯ ತಪಾಸಣಾ ಶಿಬಿರ ನಡೆಸಲಾಯಿತು. ಬಡವರ ಕಣ್ಣೀರು ಒರೆಸುವ ಕೆಲಸವೇ ದೇವರ ಸೇವೆ ಎಂದು ಮುಖಂಡರು ಹೇಳಿದರು. ಸ್ಥಳೀಯ ನಾಯಕರು, ಸಂಘ ಸಂಸ್ಥೆಗಳ ಪದಾಧಿಕಾರಿಗಳು ಹಾಗೂ ಸಾರ್ವಜನಿಕರು ಭಾಗವಹಿಸಿದ್ದರು. ಮುಂದಿನ ದಿನಗಳಲ್ಲಿಯೂ ಜನಪರ ಕಾರ್ಯಕ್ರಮಗಳನ್ನು ಹಮ್ಮಿಕೊಳ್ಳಲಾಗುವುದು ಎಂದು ತಿಳಿಸಿದರು. — [292, 687, 443, 822]
story7-body — [468, 1240, 704, 1486]
story7-dateline: ಚಾಮರಾಜನಗರ: — [468, 1241, 511, 1250]
story5-dateline: ಹಾವೇರಿ / ಬೆಂಗಳೂರು: — [5, 971, 66, 980]
sidebar3-headline: 17ರಂದು ನಗರದಲ್ಲಿ ಸವಿತಾ ಮಹರ್ಷಿ ಜಯಂತಿ ಆಚರಣೆ — [759, 771, 929, 797]
story1-headline: ಮಹಿಳೆಯರ ಸಬಲೀಕರಣಕ್ಕಾಗಿ ಸರ್ಕಾರದಿಂದ ಸಾಕಷ್ಟು ಅನುಕೂಲ — [5, 65, 511, 94]
story4-photo — [447, 686, 745, 826]
story5-headline: ಕೊಟ್ಟ ಮಾತನ್ನು ಸರ್ಕಾರ ಈಡೇರಿಸಿದೆ: ಸಿದ್ದರಾಮಯ್ಯ — [157, 921, 593, 951]
story6-body-right: ಕುರಿತು ತಿಳಿಸಿದರು. ಸಂಸ್ಥೆಯ ವೈದ್ಯಕೀಯ ವಿಜ್ಞಾನಗಳ ಸಂಸ್ಥೆ ನಿರ್ದೇಶಕರು ಸೇರಿದಂತೆ ವೈದ್ಯರು, ಬೋಧಕರು, ಸಿಬ್ಬಂದಿ ಹಾಗೂ ವಿದ್ಯಾರ್ಥಿಗಳ ಪೋಷಕರು ಕಾರ್ಯಕ್ರಮದಲ್ಲಿ ಪಾಲ್ಗೊಂಡಿದ್ದರು. ವಿದ್ಯಾರ್ಥಿಗಳು ದೀಪ ಹಿಡಿದು ಪ್ರತಿಜ್ಞೆ ಸ್ವೀಕರಿಸಿದರು. ಈ ವೇಳೆ ಅತಿ ಹೆಚ್ಚು ಅಂಕಗಳಿಸಿದ ವಿದ್ಯಾರ್ಥಿಗಳನ್ನು ಸನ್ಮಾನಿಸಲಾಯಿತು. — [158, 1379, 456, 1423]
story3-photo — [447, 376, 745, 472]
masthead-region-banner — [5, 26, 410, 56]
story6-stage-banner: CHAMARAJANAGAR INSTITUTE OF MEDICAL SCIENCES · College of Nursing — [199, 1245, 417, 1271]
story4-body — [292, 686, 442, 911]
story5-body-right: ಸಮಾವೇಶದ ಮಾತುಕತೆಯಲ್ಲಿ ನಾವು ಚುನಾವಣೆ ವೇಳೆ ನೀಡಿದ್ದ ಭರವಸೆಗಳನ್ನು ಈಡೇರಿಸಿದ್ದೇವೆ. ಐದು ಗ್ಯಾರಂಟಿ ಯೋಜನೆಗಳನ್ನು ಜಾರಿಗೆ ತಂದಿದ್ದೇವೆ. ಬಡವರು, ಮಹಿಳೆಯರು, ದಲಿತರು, ಅಲ್ಪಸಂಖ್ಯಾತರು, ಹಿಂದುಳಿದವರ ಏಳಿಗೆಗೆ ಸರ್ಕಾರ ಬದ್ಧವಾಗಿದೆ ಎಂದು ಮುಖ್ಯಮಂತ್ರಿ ಸಿದ್ದರಾಮಯ್ಯ ತಿಳಿಸಿದರು. ಹಾವೇರಿಯಲ್ಲಿ ಮೆಡಿಕಲ್ ಕಾಲೇಜು ಉದ್ಘಾಟನೆ ಹಾಗೂ ವಿವಿಧ ಅಭಿವೃದ್ಧಿ ಕಾಮಗಾರಿಗಳಿಗೆ ಶಂಕುಸ್ಥಾಪನೆ ನೆರವೇರಿಸಿ ಮಾತನಾಡಿದರು. 2018 ರಲ್ಲಿ 600 ಭರವಸೆಗಳನ್ನು ಕೊಟ್ಟಿದ್ದೆವು. ಈ ಬಾರಿ 592 ಭರವಸೆಗಳಲ್ಲಿ 243 ಭರವಸೆಗಳನ್ನು ಈಗಾಗಲೇ ಈಡೇರಿಸಿದ್ದೇವೆ. ಉಳಿದವನ್ನು ಅವಧಿಯೊಳಗೆ ಜಾರಿ ಮಾಡುತ್ತೇವೆ. ಅಧಿಕಾರ ಹಂಚಿಕೆ ಕುರಿತು ಹೈಕಮಾಂಡ್ ನಿರ್ಧಾರ ಮಾಡುತ್ತದೆ. ಕೇಂದ್ರ ಸರ್ಕಾರ ರಾಜ್ಯಕ್ಕೆ ತೆರಿಗೆ ಪಾಲಿನಲ್ಲಿ ಅನ್ಯಾಯ ಮಾಡುತ್ತಿದೆ. ಬರ ಪರಿಹಾರ ಹಣ ಸಕಾಲದಲ್ಲಿ ಬಿಡುಗಡೆ ಮಾಡಿಲ್ಲ. ಕಾಂಗ್ರೆಸ್ ಸರ್ಕಾರ ಸುಭದ್ರವಾಗಿದೆ, ಐದು ವರ್ಷ ಪೂರೈಸಲಿದೆ ಎಂದರು. ಕೇಂದ್ರ, ಸರ್ಕಾರದ ಬಗ್ಗೆ ಭರವಸೆ ಕೊಡುತ್ತಿರುವ ಬಿಜೆಪಿ ನಾಯಕರು ರಾಜ್ಯದ ಹಿತ ಕಾಪಾಡಲು ವಿಫಲರಾಗಿದ್ದಾರೆ. ಸಚಿವರು, ಶಾಸಕರು, ಜನಪ್ರತಿನಿಧಿಗಳು ಹಾಗೂ ಅಧಿಕಾರಿಗಳು ಉಪಸ್ಥಿತರಿದ್ದರು. ನಮ್ಮ ಟೀಕಾಕಾರರು ವಿರೋಧ ಪಕ್ಷದವರಿಗೆ ಜನರೇ ಉತ್ತರ ನೀಡುತ್ತಾರೆ ಎಂದು ಹೇಳಿದರು. — [372, 971, 747, 1060]
